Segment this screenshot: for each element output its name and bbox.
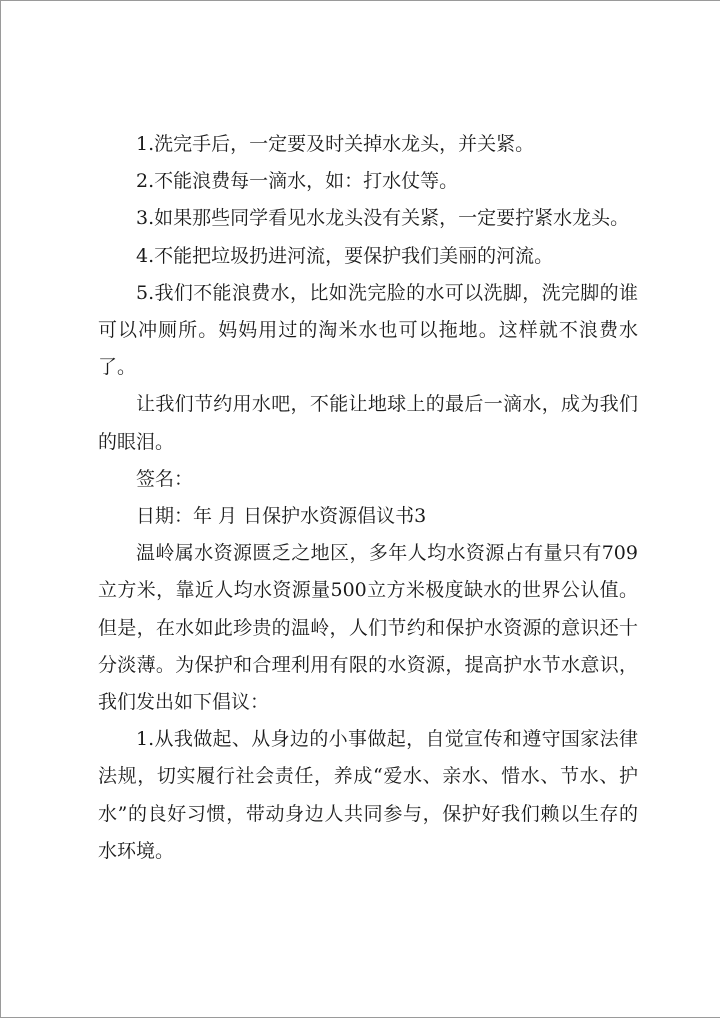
paragraph-closing: 让我们节约用水吧，不能让地球上的最后一滴水，成为我们的眼泪。	[98, 393, 638, 453]
document-body	[98, 126, 638, 870]
signature-line: 签名：	[136, 467, 194, 490]
paragraph-tip-3: 3.如果那些同学看见水龙头没有关紧，一定要拧紧水龙头。	[136, 207, 630, 230]
date-line: 日期：年 月 日保护水资源倡议书3	[136, 505, 427, 528]
paragraph-tip-5: 5.我们不能浪费水，比如洗完脸的水可以洗脚，洗完脚的谁可以冲厕所。妈妈用过的淘米水也可以拖地。这样就不浪费水了。	[98, 281, 638, 379]
paragraph-tip-2: 2.不能浪费每一滴水，如：打水仗等。	[136, 170, 459, 193]
paragraph-tip-1: 1.洗完手后，一定要及时关掉水龙头，并关紧。	[136, 133, 535, 155]
paragraph-proposal-1: 1.从我做起、从身边的小事做起，自觉宣传和遵守国家法律法规，切实履行社会责任，养成“爱水、亲水、惜水、节水、护水”的良好习惯，带动身边人共同参与，保护好我们赖以生存的水环境。	[98, 728, 638, 862]
paragraph-intro: 温岭属水资源匮乏之地区，多年人均水资源占有量只有709立方米，靠近人均水资源量500立方米极度缺水的世界公认值。但是，在水如此珍贵的温岭，人们节约和保护水资源的意识还十分淡薄。为保护和合理利用有限的水资源，提高护水节水意识，我们发出如下倡议：	[98, 542, 638, 714]
paragraph-tip-4: 4.不能把垃圾扔进河流，要保护我们美丽的河流。	[136, 244, 554, 267]
